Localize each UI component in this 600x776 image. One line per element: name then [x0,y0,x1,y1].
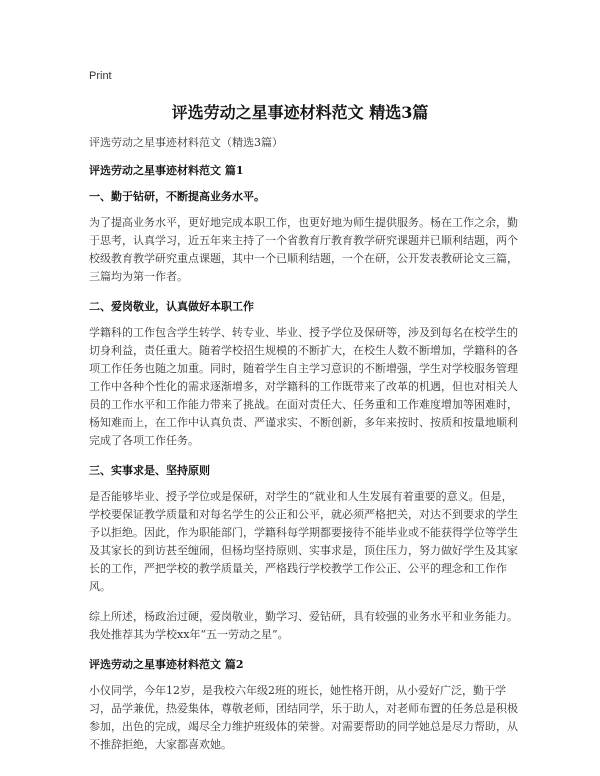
section-3-heading: 三、实事求是、坚持原则 [89,464,210,477]
section-1-paragraph: 为了提高业务水平，更好地完成本职工作，也更好地为师生提供服务。杨在工作之余，勤于思考，认真学习，近五年来主持了一个省教育厅教育教学研究课题并已顺利结题，两个校级教育教学研究重点课题，其中一个已顺利结题，一个在研，公开发表教研论文三篇，三篇均为第一作者。 [89,216,518,283]
section-3-paragraph: 是否能够毕业、授予学位或是保研，对学生的“就业和人生发展有着重要的意义。但是，学校要保证教学质量和对每名学生的公正和公平，就必须严格把关，对达不到要求的学生予以拒绝。因此，作为职能部门，学籍科每学期都要接待不能毕业或不能获得学位等学生及其家长的到访甚至缠闹，但杨均坚持原则、实事求是，顶住压力，努力做好学生及其家长的工作，严把学校的教学质量关，严格践行学校教学工作公正、公平的理念和工作作风。 [89,490,518,593]
section-1-heading: 一、勤于钻研，不断提高业务水平。 [89,190,265,203]
article-2-paragraph: 小仪同学，今年12岁，是我校六年级2班的班长，她性格开朗，从小爱好广泛，勤于学习，品学兼优，热爱集体，尊敬老师，团结同学，乐于助人，对老师布置的任务总是积极参加，出色的完成，竭尽全力维护班级体的荣誉。对需要帮助的同学她总是尽力帮助，从不推辞拒绝，大家都喜欢她。 [89,684,518,751]
document-subtitle: 评选劳动之星事迹材料范文（精选3篇） [89,136,283,149]
print-label[interactable]: Print [89,70,112,82]
document-body [89,134,519,766]
document-title: 评选劳动之星事迹材料范文 精选3篇 [171,103,429,122]
summary-paragraph: 综上所述，杨政治过硬，爱岗敬业，勤学习、爱钻研，具有较强的业务水平和业务能力。我处推荐其为学校xx年“五一劳动之星”。 [89,610,518,641]
article-1-heading: 评选劳动之星事迹材料范文 篇1 [89,164,244,177]
article-2-heading: 评选劳动之星事迹材料范文 篇2 [89,658,244,671]
section-2-heading: 二、爱岗敬业，认真做好本职工作 [89,300,254,313]
section-2-paragraph: 学籍科的工作包含学生转学、转专业、毕业、授予学位及保研等，涉及到每名在校学生的切身利益，责任重大。随着学校招生规模的不断扩大，在校生人数不断增加，学籍科的各项工作任务也随之加重。同时，随着学生自主学习意识的不断增强，学生对学校服务管理工作中各种个性化的需求逐渐增多，对学籍科的工作既带来了改革的机遇，但也对相关人员的工作水平和工作能力带来了挑战。在面对责任大、任务重和工作难度增加等困难时，杨知难而上，在工作中认真负责、严谨求实、不断创新，多年来按时、按质和按量地顺利完成了各项工作任务。 [89,326,518,447]
